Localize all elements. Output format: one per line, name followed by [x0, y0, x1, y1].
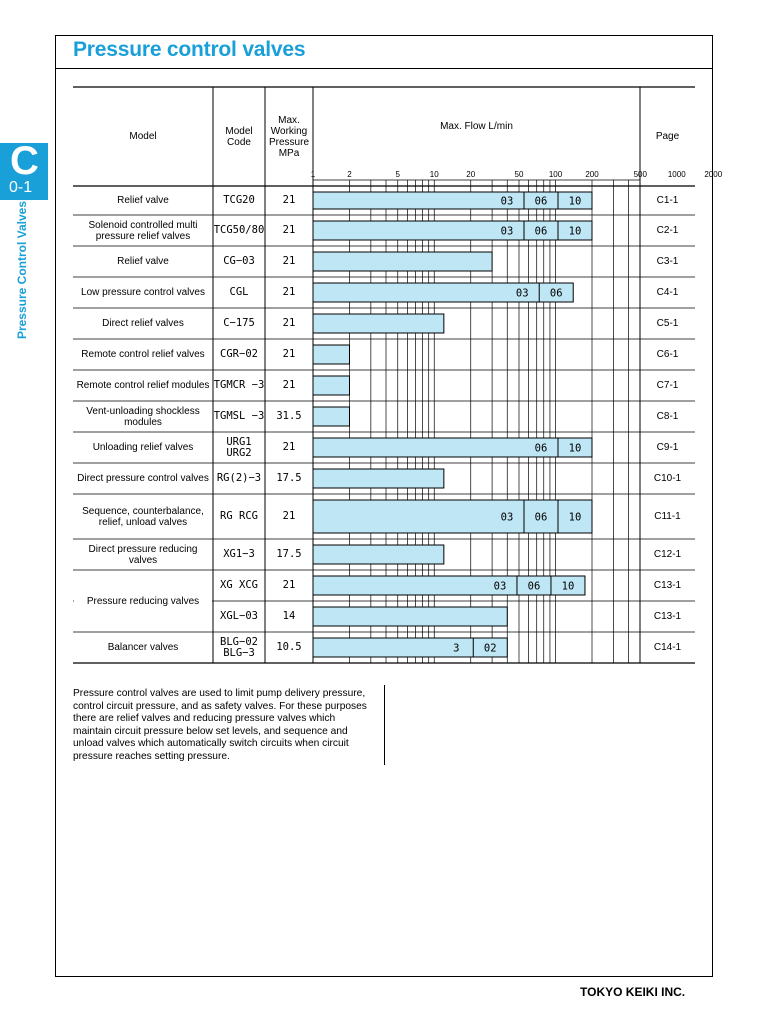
flow-size-label: 06 [534, 195, 548, 208]
row-max-pressure: 21 [282, 255, 296, 267]
row-page: C2-1 [656, 225, 679, 236]
flow-size-label: 06 [534, 511, 548, 524]
row-page: C1-1 [656, 195, 679, 206]
flow-size-label: 03 [515, 287, 529, 300]
flow-bar [313, 638, 507, 657]
row-page: C12-1 [653, 549, 682, 560]
flow-scale-label: 1000 [667, 169, 686, 179]
flow-size-label: 06 [534, 442, 548, 455]
row-max-pressure: 10.5 [276, 641, 302, 653]
flow-bar [313, 283, 573, 302]
row-model: Direct pressure control valves [77, 473, 209, 484]
row-model: Low pressure control valves [81, 287, 205, 298]
flow-bar [313, 545, 444, 564]
flow-bar [313, 252, 492, 271]
header-max-flow: Max. Flow L/min [440, 120, 513, 132]
flow-size-label: 02 [483, 642, 497, 655]
flow-scale-label: 5 [395, 169, 400, 179]
row-page: C10-1 [653, 473, 682, 484]
row-model: Direct relief valves [102, 318, 184, 329]
row-max-pressure: 31.5 [276, 410, 302, 422]
header-model-code: Model Code [225, 125, 253, 148]
flow-size-label: 10 [568, 511, 582, 524]
row-page: C5-1 [656, 318, 679, 329]
row-model: Remote control relief valves [81, 349, 205, 360]
row-max-pressure: 21 [282, 441, 296, 453]
row-model: Unloading relief valves [92, 442, 194, 453]
flow-size-label: 10 [568, 225, 582, 238]
row-model-code: C−175 [223, 317, 255, 329]
row-model-code: XGL−03 [220, 610, 258, 622]
row-max-pressure: 17.5 [276, 548, 302, 560]
row-max-pressure: 21 [282, 194, 296, 206]
flow-scale-label: 2000 [704, 169, 723, 179]
flow-scale-label: 200 [585, 169, 599, 179]
flow-size-label: 3 [453, 642, 460, 655]
flow-bar [313, 407, 350, 426]
row-page: C13-1 [653, 580, 682, 591]
row-model-code: TCG20 [223, 194, 255, 206]
row-model: Relief valve [117, 256, 169, 267]
flow-scale-label: 1 [310, 169, 316, 179]
row-page: C9-1 [656, 442, 679, 453]
row-model-code: TCG50/80 [213, 224, 265, 236]
flow-size-label: 06 [534, 225, 548, 238]
flow-scale-label: 500 [633, 169, 647, 179]
flow-size-label: 10 [568, 195, 582, 208]
row-model: Sequence, counterbalance, relief, unload valves [82, 505, 204, 528]
flow-scale-label: 20 [466, 169, 476, 179]
row-max-pressure: 21 [282, 510, 296, 522]
flow-size-label: 10 [568, 442, 582, 455]
section-number: 0-1 [9, 179, 33, 196]
flow-bar [313, 314, 444, 333]
flow-bar [313, 576, 585, 595]
section-letter: C [10, 139, 39, 183]
flow-bar [313, 345, 350, 364]
flow-bar [313, 607, 507, 626]
row-model-code: XG XCG [220, 579, 258, 591]
flow-scale-label: 100 [548, 169, 563, 179]
flow-scale-label: 50 [514, 169, 524, 179]
row-page: C7-1 [656, 380, 679, 391]
description-rule [384, 685, 385, 765]
flow-size-label: 03 [500, 225, 514, 238]
row-max-pressure: 21 [282, 379, 296, 391]
row-model: Vent-unloading shockless modules [86, 405, 200, 428]
row-max-pressure: 21 [282, 317, 296, 329]
flow-bar [313, 376, 350, 395]
section-label-text: Pressure Control Valves [15, 200, 29, 340]
header-page: Page [655, 131, 680, 142]
row-max-pressure: 14 [282, 610, 296, 622]
description-paragraph: Pressure control valves are used to limit pump delivery pressure, control circuit pressure, and as safety valves. For these purposes there are relief valves and reducing pressure valves which maintain circuit pressure below set levels, and sequence and unload valves which automatically switch circuits when circuit pressure reaches setting pressure. [73, 688, 367, 762]
header-pressure: Max. Working Pressure MPa [268, 114, 309, 159]
row-max-pressure: 17.5 [276, 472, 302, 484]
flow-bar [313, 192, 592, 209]
row-max-pressure: 21 [282, 224, 296, 236]
row-model-code: RG(2)−3 [216, 472, 262, 484]
flow-bar [313, 500, 592, 533]
row-model-code: URG1 URG2 [226, 435, 252, 459]
flow-scale-label: 10 [429, 169, 439, 179]
row-model: Remote control relief modules [76, 380, 210, 391]
flow-size-label: 03 [493, 580, 507, 593]
company-name: TOKYO KEIKI INC. [580, 985, 686, 999]
flow-size-label: 03 [500, 511, 514, 524]
flow-scale-label: 2 [347, 169, 352, 179]
row-model-code: TGMCR −3 [213, 379, 265, 391]
row-page: C14-1 [653, 642, 682, 653]
flow-size-label: 06 [549, 287, 563, 300]
row-max-pressure: 21 [282, 286, 296, 298]
flow-bar [313, 221, 592, 240]
row-page: C6-1 [656, 349, 679, 360]
row-model-code: CGR−02 [220, 348, 258, 360]
flow-bar [313, 469, 444, 488]
row-model-code: TGMSL −3 [213, 410, 265, 422]
row-page: C3-1 [656, 256, 679, 267]
row-model: Solenoid controlled multi pressure relief valves [88, 219, 198, 242]
flow-size-label: 06 [527, 580, 541, 593]
row-model-code: XG1−3 [223, 548, 255, 560]
row-model: Relief valve [117, 195, 169, 206]
row-model: Pressure reducing valves [86, 595, 200, 607]
row-model: Balancer valves [107, 642, 179, 653]
flow-size-label: 10 [561, 580, 575, 593]
flow-size-label: 03 [500, 195, 514, 208]
row-page: C4-1 [656, 287, 679, 298]
row-model-code: RG RCG [220, 510, 258, 522]
row-model-code: BLG−02 BLG−3 [220, 635, 258, 659]
row-model-code: CGL [229, 286, 249, 298]
row-page: C11-1 [654, 511, 681, 522]
row-max-pressure: 21 [282, 579, 296, 591]
row-model-code: CG−03 [223, 255, 255, 267]
row-page: C13-1 [653, 611, 682, 622]
row-model: Direct pressure reducing valves [88, 543, 198, 566]
header-model: Model [129, 131, 157, 142]
flow-bar [313, 438, 592, 457]
row-max-pressure: 21 [282, 348, 296, 360]
row-page: C8-1 [656, 411, 679, 422]
page-title: Pressure control valves [73, 38, 306, 61]
